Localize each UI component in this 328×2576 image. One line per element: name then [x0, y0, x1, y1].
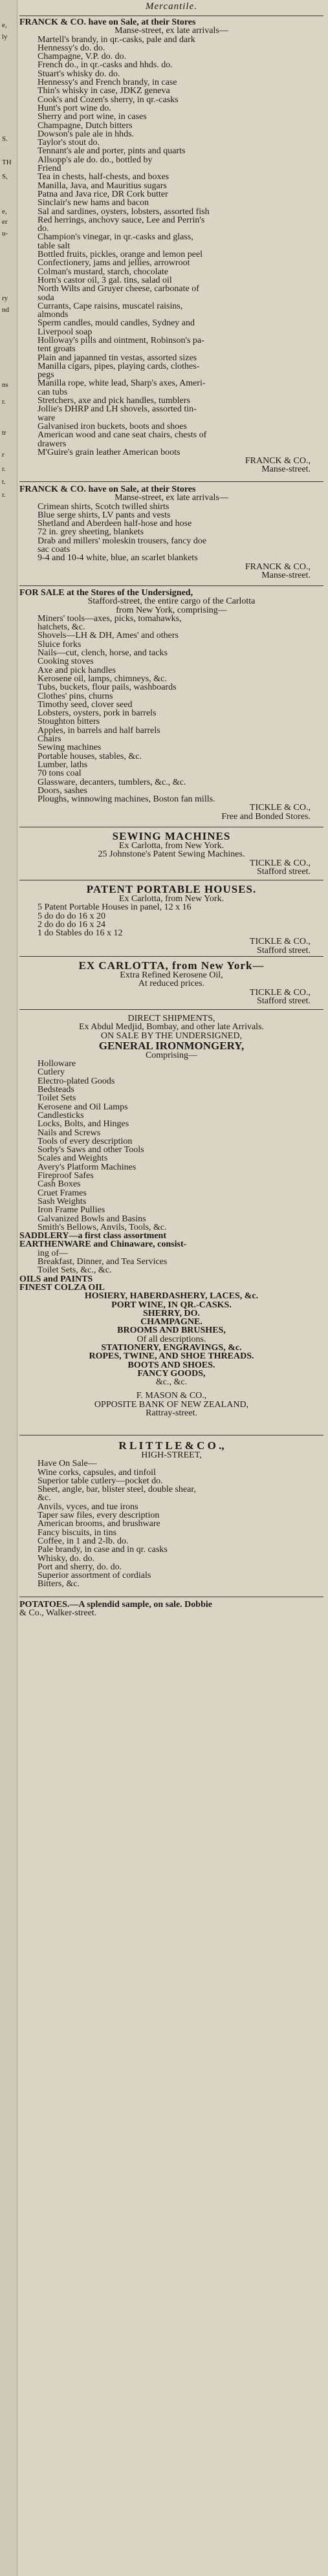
ad-line: Pale brandy, in case and in qr. casks: [38, 1545, 168, 1555]
ad-line: 5 Patent Portable Houses in panel, 12 x 16: [38, 903, 191, 912]
ad-line: Avery's Platform Machines: [38, 1162, 137, 1172]
ad-mason-ironmongery: [19, 1014, 323, 1417]
ad-line: Sperm candles, mould candles, Sydney and: [38, 319, 195, 328]
divider: [19, 956, 323, 957]
ad-line: EX CARLOTTA, from New York—: [78, 960, 265, 971]
ad-tickle-carlotta: [19, 589, 323, 821]
ad-franck-1: [19, 18, 323, 474]
ad-line: ing of—: [38, 1249, 69, 1258]
ad-line: PORT WINE, IN QR.-CASKS.: [111, 1300, 232, 1309]
ad-line: SHERRY, DO.: [142, 1309, 201, 1318]
ad-line: American wood and cane seat chairs, chests of: [38, 431, 207, 440]
ad-line: can tubs: [38, 387, 68, 397]
ad-line: &c.: [38, 1494, 51, 1503]
ad-line: table salt: [38, 241, 71, 251]
ad-line: Sherry and port wine, in cases: [38, 113, 147, 122]
ad-line: & Co., Walker-street.: [19, 1609, 97, 1618]
ad-line: Patna and Java rice, DR Cork butter: [38, 190, 168, 199]
ad-line: Fireproof Safes: [38, 1172, 94, 1181]
ad-line: GENERAL IRONMONGERY,: [98, 1040, 245, 1051]
ad-line: Ex Carlotta, from New York.: [118, 842, 224, 851]
ad-line: Axe and pick handles: [38, 666, 116, 675]
ad-line: Sorby's Saws and other Tools: [38, 1146, 144, 1155]
ad-line: Kerosene and Oil Lamps: [38, 1102, 128, 1111]
ad-line: &c., &c.: [155, 1378, 188, 1387]
ad-line: Bedsteads: [38, 1086, 74, 1095]
ad-line: Free and Bonded Stores.: [221, 812, 311, 822]
ad-line: Cash Boxes: [38, 1180, 81, 1189]
gutter-fragment: tr: [2, 429, 6, 437]
ad-potatoes: [19, 1600, 323, 1618]
ad-line: POTATOES.—A splendid sample, on sale. Dobbie: [19, 1600, 212, 1610]
ad-line: Scales and Weights: [38, 1154, 108, 1163]
ad-line: Glassware, decanters, tumblers, &c., &c.: [38, 778, 186, 787]
gutter-fragment: r.: [2, 398, 6, 406]
gutter-fragment: ns: [2, 381, 8, 389]
ad-line: FRANCK & CO. have on Sale, at their Stores: [19, 485, 196, 494]
ad-line: North Wilts and Gruyer cheese, carbonate of: [38, 285, 199, 294]
ad-line: TICKLE & CO.,: [249, 937, 311, 946]
ad-line: Breakfast, Dinner, and Tea Services: [38, 1258, 168, 1267]
ad-line: ware: [38, 413, 56, 422]
ad-line: Crimean shirts, Scotch twilled shirts: [38, 502, 169, 511]
ad-franck-2: [19, 485, 323, 580]
gutter-fragment: TH: [2, 158, 12, 166]
ad-line: Confectionery, jams and jellies, arrowroot: [38, 259, 190, 268]
ad-line: Manilla rope, white lead, Sharp's axes, Ameri-: [38, 379, 206, 388]
ad-line: Superior table cutlery—pocket do.: [38, 1476, 163, 1486]
left-gutter: [0, 0, 17, 2576]
ad-line: TICKLE & CO.,: [249, 803, 311, 813]
ad-line: ROPES, TWINE, AND SHOE THREADS.: [89, 1352, 254, 1361]
ad-line: Miners' tools—axes, picks, tomahawks,: [38, 614, 182, 624]
ad-line: 1 do Stables do 16 x 12: [38, 929, 123, 938]
ad-little-co: [19, 1440, 323, 1589]
ad-line: Candlesticks: [38, 1111, 84, 1120]
gutter-fragment: e,: [2, 208, 7, 215]
ad-line: Rattray-street.: [146, 1409, 197, 1418]
ad-line: Kerosene oil, lamps, chimneys, &c.: [38, 674, 167, 684]
ad-line: Manse-street, ex late arrivals—: [115, 27, 228, 36]
ad-line: FRANCK & CO.,: [245, 562, 311, 571]
ad-line: Sewing machines: [38, 743, 102, 752]
ad-line: Sheet, angle, bar, blister steel, double shear,: [38, 1485, 196, 1494]
ad-line: Tubs, buckets, flour pails, washboards: [38, 683, 177, 692]
gutter-fragment: r: [2, 451, 5, 459]
ad-line: sac coats: [38, 545, 71, 554]
ad-line: 70 tons coal: [38, 769, 82, 778]
ad-line: Ex Abdul Medjid, Bombay, and other late Arrivals.: [78, 1023, 265, 1032]
ad-line: Tea in chests, half-chests, and boxes: [38, 173, 169, 182]
ad-line: Bottled fruits, pickles, orange and lemon peel: [38, 250, 203, 259]
ad-line: 2 do do do 16 x 24: [38, 920, 105, 930]
ad-line: OPPOSITE BANK OF NEW ZEALAND,: [94, 1400, 249, 1410]
ad-line: Electro-plated Goods: [38, 1076, 115, 1086]
ad-line: Manilla, Java, and Mauritius sugars: [38, 181, 167, 190]
ad-line: HIGH-STREET,: [141, 1451, 202, 1460]
ad-line: Hennessy's do. do.: [38, 43, 105, 53]
ad-line: Dowson's pale ale in hhds.: [38, 129, 135, 139]
ad-line: Sluice forks: [38, 640, 82, 649]
ad-line: BROOMS AND BRUSHES,: [117, 1326, 226, 1335]
ad-line: Red herrings, anchovy sauce, Lee and Perrin's: [38, 215, 205, 225]
gutter-fragment: ly: [2, 33, 8, 41]
gutter-fragment: S.: [2, 135, 8, 143]
ad-line: Stuart's whisky do. do.: [38, 69, 120, 79]
ad-line: Colman's mustard, starch, chocolate: [38, 267, 168, 276]
ad-line: Tennant's ale and porter, pints and quarts: [38, 147, 186, 156]
ad-line: Comprising—: [145, 1051, 198, 1060]
ad-line: hatchets, &c.: [38, 623, 85, 632]
ad-line: from New York, comprising—: [116, 606, 227, 615]
gutter-fragment: S,: [2, 173, 8, 180]
ad-sewing-machines: [19, 831, 323, 876]
ad-line: Smith's Bellows, Anvils, Tools, &c.: [38, 1223, 167, 1232]
ad-line: Manse-street.: [261, 465, 311, 474]
ad-line: Jollie's DHRP and LH shovels, assorted tin-: [38, 405, 197, 414]
ad-line: Whisky, do. do.: [38, 1554, 95, 1563]
ad-line: Cutlery: [38, 1068, 65, 1077]
divider: [19, 585, 323, 586]
ad-line: DIRECT SHIPMENTS,: [127, 1014, 215, 1023]
ad-line: Timothy seed, clover seed: [38, 700, 133, 710]
gutter-fragment: r.: [2, 491, 6, 499]
gutter-fragment: u-: [2, 230, 8, 237]
ad-line: Taper saw files, every description: [38, 1511, 160, 1520]
ad-line: F. MASON & CO.,: [136, 1392, 207, 1401]
ad-line: Stafford street.: [257, 996, 311, 1006]
ad-line: Stafford-street, the entire cargo of the Carlotta: [87, 597, 256, 606]
ad-line: Plain and japanned tin vestas, assorted sizes: [38, 353, 197, 362]
ad-line: Shetland and Aberdeen half-hose and hose: [38, 519, 192, 529]
ad-line: Horn's castor oil, 3 gal. tins, salad oil: [38, 276, 172, 285]
ad-line: Sinclair's new hams and bacon: [38, 199, 149, 208]
ad-line: Coffee, in 1 and 2-lb. do.: [38, 1536, 129, 1546]
ad-line: Holloway's pills and ointment, Robinson's pa-: [38, 336, 204, 345]
ad-line: FRANCK & CO.,: [245, 457, 311, 466]
ad-line: Fancy biscuits, in tins: [38, 1528, 117, 1537]
ad-line: Manse-street.: [261, 571, 311, 580]
ad-line: Allsopp's ale do. do., bottled by: [38, 155, 153, 165]
ad-line: At reduced prices.: [138, 979, 205, 988]
ad-line: almonds: [38, 311, 69, 320]
ad-line: Port and sherry, do. do.: [38, 1562, 122, 1572]
ad-line: Holloware: [38, 1060, 76, 1069]
gutter-fragment: er: [2, 218, 8, 226]
ad-line: M'Guire's grain leather American boots: [38, 448, 180, 457]
ad-line: TICKLE & CO.,: [249, 858, 311, 868]
ad-line: Doors, sashes: [38, 786, 87, 796]
gutter-fragment: e,: [2, 21, 7, 29]
ad-line: Cooking stoves: [38, 657, 94, 666]
ad-line: Galvanised iron buckets, boots and shoes: [38, 422, 187, 431]
ad-line: do.: [38, 224, 49, 234]
ad-line: Cook's and Cozen's sherry, in qr.-casks: [38, 95, 179, 104]
ad-line: Iron Frame Pullies: [38, 1206, 105, 1215]
ad-line: Manse-street, ex late arrivals—: [115, 494, 228, 503]
ad-line: SEWING MACHINES: [112, 831, 231, 842]
ad-line: Have On Sale—: [38, 1459, 97, 1468]
ad-line: TICKLE & CO.,: [249, 988, 311, 997]
ad-line: Stafford street.: [257, 946, 311, 955]
ad-line: Galvanized Bowls and Basins: [38, 1214, 146, 1223]
ad-line: Portable houses, stables, &c.: [38, 752, 142, 761]
ad-line: drawers: [38, 439, 67, 448]
ad-line: SADDLERY—a first class assortment: [19, 1232, 166, 1241]
ad-line: Apples, in barrels and half barrels: [38, 726, 160, 736]
advertisement-column: [19, 0, 323, 2576]
ad-line: 5 do do do 16 x 20: [38, 911, 105, 921]
gutter-fragment: r.: [2, 465, 6, 473]
ad-line: Currants, Cape raisins, muscatel raisins,: [38, 301, 183, 311]
ad-line: Toilet Sets, &c., &c.: [38, 1266, 112, 1275]
ad-line: FOR SALE at the Stores of the Undersigned,: [19, 589, 193, 598]
ad-line: 9-4 and 10-4 white, blue, an scarlet blankets: [38, 554, 198, 563]
section-heading: Mercantile.: [145, 1, 197, 12]
divider: [19, 1009, 323, 1010]
gutter-fragment: nd: [2, 306, 9, 314]
ad-line: Ex Carlotta, from New York.: [118, 895, 224, 904]
ad-line: BOOTS AND SHOES.: [127, 1360, 215, 1370]
ad-line: Ploughs, winnowing machines, Boston fan mills.: [38, 795, 215, 804]
ad-line: Superior assortment of cordials: [38, 1571, 151, 1580]
ad-line: tent groats: [38, 345, 76, 354]
ad-line: Lumber, laths: [38, 760, 88, 770]
ad-line: French do., in qr.-casks and hhds. do.: [38, 61, 173, 70]
ad-line: Nails and Screws: [38, 1128, 101, 1137]
ad-line: Drab and millers' moleskin trousers, fancy doe: [38, 536, 207, 546]
ad-line: Hennessy's and French brandy, in case: [38, 78, 177, 87]
ad-line: Stretchers, axe and pick handles, tumblers: [38, 397, 190, 406]
ad-line: Champion's vinegar, in qr.-casks and glass,: [38, 233, 193, 242]
ad-line: soda: [38, 293, 54, 302]
ad-line: FINEST COLZA OIL: [19, 1283, 105, 1293]
ad-line: Friend: [38, 164, 61, 173]
ad-line: STATIONERY, ENGRAVINGS, &c.: [101, 1343, 242, 1353]
ad-line: PATENT PORTABLE HOUSES.: [86, 884, 257, 895]
ad-line: ON SALE BY THE UNDERSIGNED,: [100, 1031, 243, 1040]
ad-line: Champagne, V.P. do. do.: [38, 52, 127, 61]
ad-line: Champagne, Dutch bitters: [38, 121, 133, 130]
ad-line: Thin's whisky in case, JDKZ geneva: [38, 87, 170, 96]
ad-line: CHAMPAGNE.: [140, 1318, 202, 1327]
ad-line: Tools of every description: [38, 1137, 133, 1146]
ad-line: pegs: [38, 371, 54, 380]
ad-line: Locks, Bolts, and Hinges: [38, 1120, 129, 1129]
ad-line: Manilla cigars, pipes, playing cards, clothes-: [38, 362, 200, 371]
ad-line: Bitters, &c.: [38, 1580, 80, 1589]
ad-line: Of all descriptions.: [137, 1335, 206, 1344]
ad-line: Nails—cut, clench, horse, and tacks: [38, 649, 168, 658]
ad-line: Stoughton bitters: [38, 717, 100, 726]
ad-line: Hunt's port wine do.: [38, 104, 111, 113]
ad-line: Blue serge shirts, LV pants and vests: [38, 510, 171, 520]
ad-line: Toilet Sets: [38, 1094, 76, 1103]
ad-line: Clothes' pins, churns: [38, 692, 113, 701]
gutter-fragment: t.: [2, 478, 6, 486]
ad-line: OILS and PAINTS: [19, 1274, 93, 1283]
ad-line: R L I T T L E & C O .,: [118, 1440, 224, 1451]
ad-kerosene: [19, 960, 323, 1005]
ad-line: Lobsters, oysters, pork in barrels: [38, 709, 157, 718]
ad-line: FRANCK & CO. have on Sale, at their Stores: [19, 18, 196, 27]
ad-line: Sash Weights: [38, 1197, 87, 1206]
ad-line: 25 Johnstone's Patent Sewing Machines.: [98, 850, 245, 859]
ad-line: EARTHENWARE and Chinaware, consist-: [19, 1240, 187, 1249]
ad-line: Taylor's stout do.: [38, 138, 100, 147]
ad-line: Cruet Frames: [38, 1188, 87, 1197]
ad-line: FANCY GOODS,: [137, 1369, 206, 1379]
ad-line: Wine corks, capsules, and tinfoil: [38, 1468, 156, 1477]
ad-line: HOSIERY, HABERDASHERY, LACES, &c.: [84, 1292, 259, 1301]
ad-line: Extra Refined Kerosene Oil,: [120, 971, 223, 980]
ad-line: Shovels—LH & DH, Ames' and others: [38, 631, 179, 640]
ad-line: Martell's brandy, in qr.-casks, pale and dark: [38, 35, 195, 44]
ad-line: American brooms, and brushware: [38, 1520, 160, 1529]
gutter-fragment: ry: [2, 294, 8, 302]
ad-line: Stafford street.: [257, 867, 311, 877]
ad-line: Chairs: [38, 735, 61, 744]
ad-portable-houses: [19, 884, 323, 955]
ad-line: Liverpool soap: [38, 327, 93, 336]
ad-line: 72 in. grey sheeting, blankets: [38, 528, 144, 537]
divider: [19, 481, 323, 482]
ad-line: Sal and sardines, oysters, lobsters, assorted fish: [38, 207, 210, 216]
ad-line: Anvils, vyces, and tue irons: [38, 1502, 138, 1512]
